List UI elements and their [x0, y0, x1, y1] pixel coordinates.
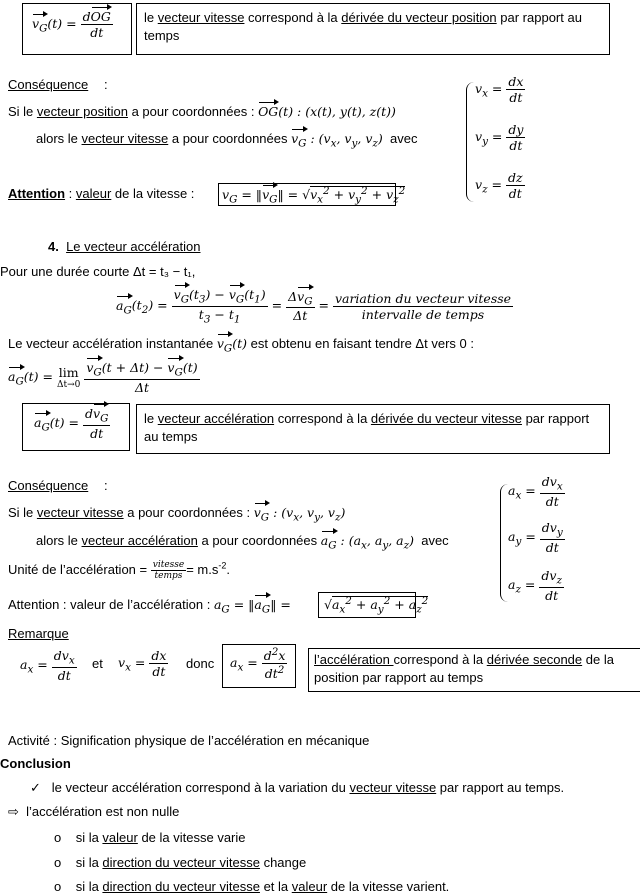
velocity-coordinates-line-2: Si le vecteur vitesse a pour coordonnées : $v_G$ : ($v_x$, $v_y$, $v_z$): [8, 505, 346, 524]
position-coordinates-line: Si le vecteur position a pour coordonnées : OG(t) : (x(t), y(t), z(t)): [8, 104, 396, 119]
bullet-icon: o: [54, 830, 62, 845]
ay-component: $a_y$ = $\frac{dv_y}{dt}$: [508, 520, 563, 555]
short-duration-line: Pour une durée courte Δt = t₃ − t₁,: [0, 264, 196, 279]
mean-acceleration-formula: $a_G(t_2)$ = $\frac{v_G(t_3) - v_G(t_1)}{t_3 - t_1}$ = $\frac{\Delta v_G}{\Delta t}$ = $\frac{\text{variation du vecteur vitesse}}{\text{intervalle de temps}}$: [116, 287, 512, 325]
donc-word: donc: [186, 656, 215, 671]
vy-component: $v_y$ = $\frac{dy}{dt}$: [475, 122, 524, 153]
vx-component: $v_x$ = $\frac{dx}{dt}$: [475, 74, 524, 105]
consequence-title-2: Conséquence: [8, 478, 89, 493]
activity-line: Activité : Signification physique de l’accélération en mécanique: [8, 733, 370, 748]
velocity-coordinates-line: alors le vecteur vitesse a pour coordonnées $v_G$ : ($v_x$, $v_y$, $v_z$) avec: [36, 131, 418, 150]
list-item: o si la direction du vecteur vitesse change: [54, 855, 307, 870]
consequence-colon-2: :: [104, 478, 108, 493]
velocity-components-brace: [466, 82, 475, 202]
bullet-icon: o: [54, 855, 62, 870]
ax-component: $a_x$ = $\frac{dv_x}{dt}$: [508, 474, 563, 509]
section-heading: 4. Le vecteur accélération: [48, 239, 201, 254]
limit-formula: $a_G(t)$ = lim Δt→0 $\frac{v_G(t + \Delta t) - v_G(t)}{\Delta t}$: [8, 360, 198, 395]
bullet-icon: o: [54, 879, 62, 894]
ax-derivative: $a_x$ = $\frac{dv_x}{dt}$: [20, 648, 75, 683]
acceleration-magnitude-line: Attention : valeur de l’accélération : $a_G$ = $‖a_G‖$ =: [8, 597, 291, 616]
az-component: $a_z$ = $\frac{dv_z}{dt}$: [508, 568, 562, 603]
arrow-icon: ⇨: [8, 804, 19, 819]
vz-component: $v_z$ = $\frac{dz}{dt}$: [475, 170, 523, 201]
velocity-formula: $v_G(t)$ = $\frac{\text{dOG}}{dt}$: [32, 9, 111, 40]
instantaneous-acceleration-line: Le vecteur accélération instantanée $v_G(t)$ est obtenu en faisant tendre Δt vers 0 :: [8, 336, 474, 355]
list-item: o si la direction du vecteur vitesse et la valeur de la vitesse varient.: [54, 879, 450, 894]
conclusion-title: Conclusion: [0, 756, 71, 771]
conclusion-check-item: ✓ le vecteur accélération correspond à la variation du vecteur vitesse par rapport au temps.: [30, 780, 565, 795]
velocity-magnitude-formula: $v_G$ = $‖v_G‖ = √v_x^2 + v_y^2 + v_z^2$: [222, 185, 406, 206]
acceleration-magnitude-formula: $√a_x^2 + a_y^2 + a_z^2$: [324, 595, 429, 616]
et-word: et: [92, 656, 103, 671]
consequence-title: Conséquence: [8, 77, 89, 92]
second-derivative-formula: $a_x$ = $\frac{d^2x}{dt^2}$: [230, 646, 286, 682]
check-icon: ✓: [30, 780, 41, 795]
remark-text: l’accélération correspond à la dérivée seconde de la position par rapport au temps: [314, 652, 614, 685]
conclusion-arrow-item: ⇨ l’accélération est non nulle: [8, 804, 180, 819]
vx-derivative: $v_x$ = $\frac{dx}{dt}$: [118, 648, 167, 679]
acceleration-unit-line: Unité de l’accélération = $\frac{\text{vitesse}}{\text{temps}}$ = $m.s^{-2}$.: [8, 560, 231, 581]
velocity-definition-text: le vecteur vitesse correspond à la dérivée du vecteur position par rapport au temps: [144, 10, 582, 43]
velocity-magnitude-line: Attention : valeur de la vitesse :: [8, 186, 195, 201]
consequence-colon: :: [104, 77, 108, 92]
remark-title: Remarque: [8, 626, 69, 641]
acceleration-formula: $a_G(t)$ = $\frac{dv_G}{dt}$: [34, 406, 109, 441]
list-item: o si la valeur de la vitesse varie: [54, 830, 246, 845]
acceleration-definition-text: le vecteur accélération correspond à la dérivée du vecteur vitesse par rapport au temps: [144, 411, 590, 444]
acceleration-coordinates-line: alors le vecteur accélération a pour coordonnées $a_G$ : ($a_x$, $a_y$, $a_z$) avec: [36, 533, 449, 552]
